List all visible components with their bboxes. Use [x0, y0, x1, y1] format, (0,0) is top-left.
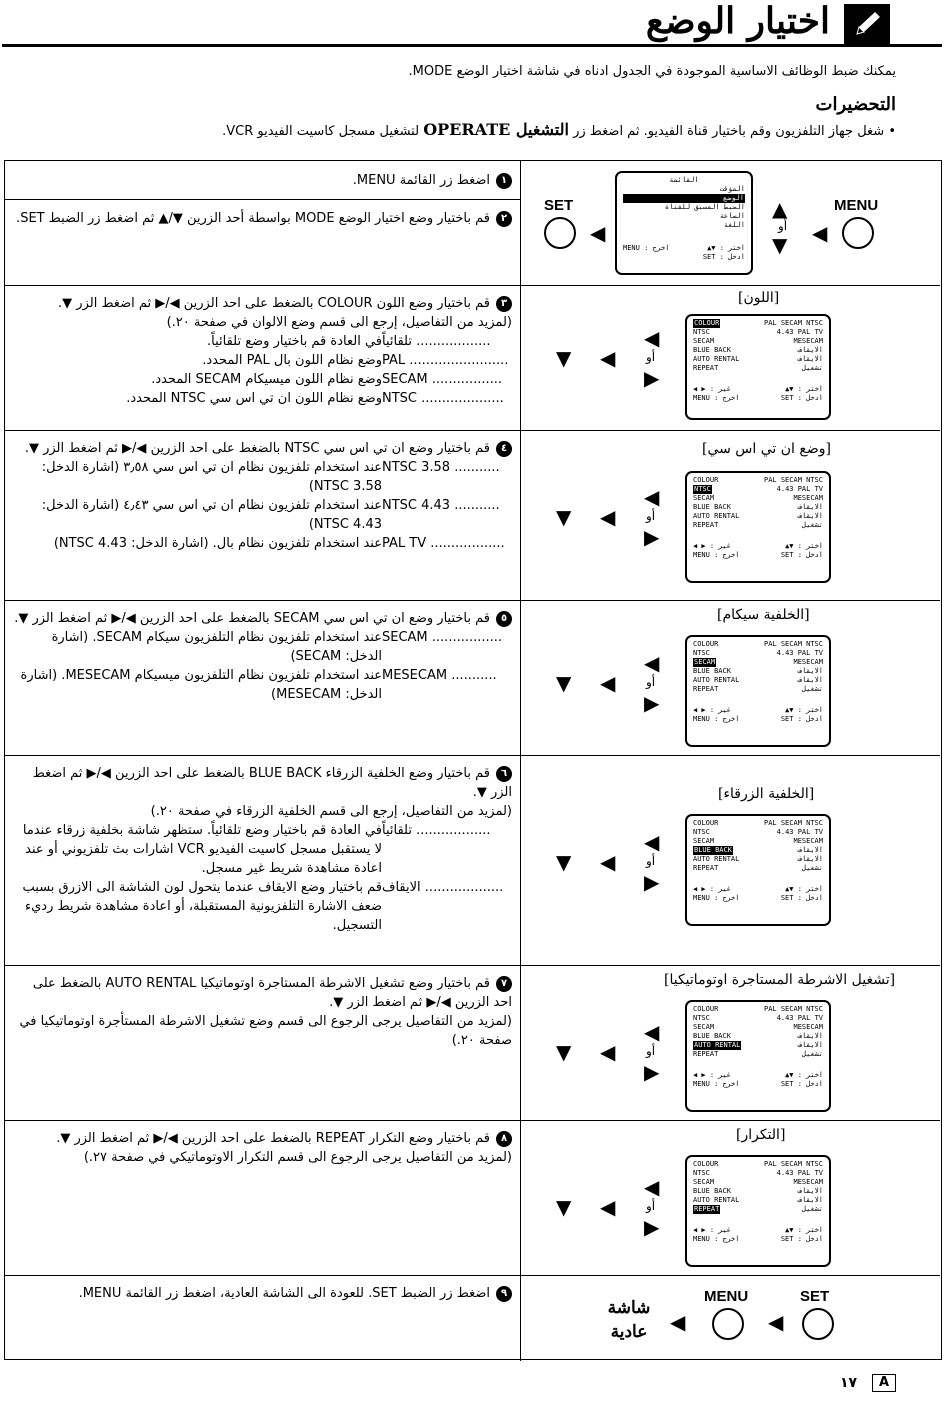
set-button[interactable] — [544, 217, 576, 249]
normal-screen-label: شاشة عادية — [607, 1298, 651, 1342]
osd-mode-screen: COLOUR PAL SECAM NTSC NTSC 4.43 PAL TV SECAM MESECAM BLUE BACK الايقاف AUTO RENTAL الايقاف REPEAT تشغيل ◀ ▶ : غير ▲▼ : اختر MENU : اخرج SET : ادخل — [685, 635, 831, 747]
header-rule — [2, 44, 942, 47]
step-9: ٩اضغط زر الضبط SET. للعودة الى الشاشة العادية، اضغط زر القائمة MENU. — [12, 1284, 512, 1303]
menu-label: MENU — [704, 1288, 749, 1305]
set-label: SET — [544, 197, 574, 214]
step-1: ١اضغط زر القائمة MENU. — [12, 171, 512, 190]
screen-caption: [التكرار] — [736, 1127, 786, 1143]
page-number: ١٧ — [840, 1375, 858, 1391]
step-6: ٦قم باختيار وضع الخلفية الزرقاء BLUE BACK بالضغط على احد الزرين ◀/▶ ثم اضغط الزر ▼. (لمزيد من التفاصيل، إرجع الى قسم الخلفية الزرقاء في صفحة ٢٠.) تلقائياً .................. في العادة قم باختيار وضع تلقائياً. ستظهر شاشة بخلفية زرقاء عندما لا يستقبل مسجل كاسيت الفيديو VCR اشارات بث تلفزيوني أو عند اعادة مشاهدة شريط غير مسجل. الايقاف ................... قم باختيار وضع الايقاف عندما يتحول لون الشاشة الى الازرق بسبب ضعف الاشارة التلفزيونية المستقبلة، أو اعادة مشاهدة شريط رديء التسجيل. — [22, 766, 512, 933]
screen-caption: [اللون] — [738, 290, 780, 306]
prep-text: • شغل جهاز التلفزيون وقم باختيار قناة الفيديو. ثم اضغط زر التشغيل OPERATE لتشغيل مسجل كاسيت الفيديو VCR. — [222, 120, 896, 139]
set-label: SET — [800, 1288, 830, 1305]
osd-menu-screen: القائمة المؤقت الوضع الضبط المسبق للقناة الساعة اللغة MENU : اخرج ▲▼ : اختر SET : ادخل — [615, 171, 753, 275]
step-3: ٣قم باختيار وضع اللون COLOUR بالضغط على احد الزرين ◀/▶ ثم اضغط الزر ▼. (لمزيد من التفاصيل، إرجع الى قسم وضع الالوان في صفحة ٢٠.) تلقائياً .................. في العادة قم باختيار وضع تلقائياً. PAL ........................ وضع نظام اللون بال PAL المحدد. SECAM ................. وضع نظام اللون ميسيكام SECAM المحدد. NTSC .................... وضع نظام اللون ان تي اس سي NTSC المحدد. — [58, 296, 512, 406]
table-row — [5, 601, 940, 756]
arrow-up-icon: ▲ — [772, 197, 788, 221]
button-panel: شاشة عادية ◀ MENU ◀ SET — [522, 1276, 940, 1361]
menu-button[interactable] — [842, 217, 874, 249]
screen-caption: [الخلفية سيكام] — [717, 607, 810, 623]
step-5: ٥قم باختيار وضع ان تي اس سي SECAM بالضغط على احد الزرين ◀/▶ ثم اضغط الزر ▼. SECAM ................. عند استخدام تلفزيون نظام التلفزيون سيكام SECAM. (اشارة الدخل: SECAM) MESECAM ........... عند استخدام تلفزيون نظام التلفزيون ميسيكام MESECAM. (اشارة الدخل: MESECAM) — [12, 609, 512, 704]
osd-mode-screen: COLOUR PAL SECAM NTSC NTSC 4.43 PAL TV SECAM MESECAM BLUE BACK الايقاف AUTO RENTAL الايقاف REPEAT تشغيل ◀ ▶ : غير ▲▼ : اختر MENU : اخرج SET : ادخل — [685, 314, 831, 420]
table-row — [5, 1276, 940, 1361]
menu-label: MENU — [834, 197, 879, 214]
pencil-icon — [844, 4, 890, 44]
table-row — [5, 966, 940, 1121]
page-header — [0, 0, 950, 48]
menu-button[interactable] — [712, 1308, 744, 1340]
osd-panel: ▼ ◀ ◀ أو ▶ [التكرار] COLOUR PAL SECAM NTSC NTSC 4.43 PAL TV SECAM MESECAM BLUE BACK الايقاف AUTO RENTAL الايقاف REPEAT تشغيل ◀ ▶ : غير ▲▼ : اختر MENU : اخرج SET : ادخل — [522, 1121, 940, 1275]
table-row — [5, 1121, 940, 1276]
osd-panel: ▼ ◀ ◀ أو ▶ [تشغيل الاشرطة المستاجرة اوتوماتيكيا] COLOUR PAL SECAM NTSC NTSC 4.43 PAL TV SECAM MESECAM BLUE BACK الايقاف AUTO RENTAL الايقاف REPEAT تشغيل ◀ ▶ : غير ▲▼ : اختر MENU : اخرج SET : ادخل — [522, 966, 940, 1120]
osd-mode-screen: COLOUR PAL SECAM NTSC NTSC 4.43 PAL TV SECAM MESECAM BLUE BACK الايقاف AUTO RENTAL الايقاف REPEAT تشغيل ◀ ▶ : غير ▲▼ : اختر MENU : اخرج SET : ادخل — [685, 1000, 831, 1112]
osd-mode-screen: COLOUR PAL SECAM NTSC NTSC 4.43 PAL TV SECAM MESECAM BLUE BACK الايقاف AUTO RENTAL الايقاف REPEAT تشغيل ◀ ▶ : غير ▲▼ : اختر MENU : اخرج SET : ادخل — [685, 814, 831, 926]
osd-panel: ▼ ◀ ◀ أو ▶ [الخلفية الزرقاء] COLOUR PAL SECAM NTSC NTSC 4.43 PAL TV SECAM MESECAM BLUE BACK الايقاف AUTO RENTAL الايقاف REPEAT تشغيل ◀ ▶ : غير ▲▼ : اختر MENU : اخرج SET : ادخل — [522, 756, 940, 965]
arrow-left-icon: ◀ — [812, 221, 828, 245]
step-8: ٨قم باختيار وضع التكرار REPEAT بالضغط على احد الزرين ◀/▶ ثم اضغط الزر ▼. (لمزيد من التفاصيل يرجى الرجوع الى قسم التكرار الاوتوماتيكي في صفحة ٢٧.) — [56, 1131, 512, 1165]
table-row: ١اضغط زر القائمة MENU. ٢قم باختيار وضع اختيار الوضع MODE بواسطة أحد الزرين ▼/▲ ثم اضغط زر الضبط SET. SET ◀ القائمة المؤقت الوضع الضبط المسبق للقناة الساعة اللغة MENU : اخرج ▲▼ : اختر SET : ادخل ▲ أو ▼ ◀ MENU — [5, 161, 940, 286]
screen-caption: [وضع ان تي اس سي] — [702, 441, 831, 457]
step-7: ٧قم باختيار وضع تشغيل الاشرطة المستاجرة اوتوماتيكيا AUTO RENTAL بالضغط على احد الزرين ◀/▶ ثم اضغط الزر ▼. (لمزيد من التفاصيل يرجى الرجوع الى قسم وضع تشغيل الاشرطة المستأجرة اوتوماتيكيا في صفحة ٢٠.) — [19, 976, 512, 1048]
screen-caption: [الخلفية الزرقاء] — [718, 786, 815, 802]
step-4: ٤قم باختيار وضع ان تي اس سي NTSC بالضغط على احد الزرين ◀/▶ ثم اضغط الزر ▼. NTSC 3.58 ........... عند استخدام تلفزيون نظام ان تي اس سي ٣٫٥٨ (اشارة الدخل: NTSC 3.58) NTSC 4.43 ........... عند استخدام تلفزيون نظام ان تي اس سي ٤٫٤٣ (اشارة الدخل: NTSC 4.43) PAL TV .................. عند استخدام تلفزيون نظام بال. (اشارة الدخل: NTSC 4.43) — [12, 439, 512, 553]
table-row — [5, 756, 940, 966]
arrow-left-icon: ◀ — [590, 221, 606, 245]
osd-mode-screen: COLOUR PAL SECAM NTSC NTSC 4.43 PAL TV SECAM MESECAM BLUE BACK الايقاف AUTO RENTAL الايقاف REPEAT تشغيل ◀ ▶ : غير ▲▼ : اختر MENU : اخرج SET : ادخل — [685, 471, 831, 583]
table-row — [5, 286, 940, 431]
arrow-down-icon: ▼ — [772, 233, 788, 257]
osd-panel: ▼ ◀ ◀ أو ▶ [وضع ان تي اس سي] COLOUR PAL SECAM NTSC NTSC 4.43 PAL TV SECAM MESECAM BLUE BACK الايقاف AUTO RENTAL الايقاف REPEAT تشغيل ◀ ▶ : غير ▲▼ : اختر MENU : اخرج SET : ادخل — [522, 431, 940, 600]
osd-panel: ▼ ◀ ◀ أو ▶ [اللون] COLOUR PAL SECAM NTSC NTSC 4.43 PAL TV SECAM MESECAM BLUE BACK الايقاف AUTO RENTAL الايقاف REPEAT تشغيل ◀ ▶ : غير ▲▼ : اختر MENU : اخرج SET : ادخل — [522, 286, 940, 430]
screen-caption: [تشغيل الاشرطة المستاجرة اوتوماتيكيا] — [664, 972, 896, 988]
intro-text: يمكنك ضبط الوظائف الاساسية الموجودة في الجدول ادناه في شاشة اختيار الوضع MODE. — [408, 64, 896, 79]
steps-table — [4, 160, 942, 1360]
osd-mode-screen: COLOUR PAL SECAM NTSC NTSC 4.43 PAL TV SECAM MESECAM BLUE BACK الايقاف AUTO RENTAL الايقاف REPEAT تشغيل ◀ ▶ : غير ▲▼ : اختر MENU : اخرج SET : ادخل — [685, 1155, 831, 1267]
step-2: ٢قم باختيار وضع اختيار الوضع MODE بواسطة أحد الزرين ▼/▲ ثم اضغط زر الضبط SET. — [12, 209, 512, 228]
page-title: اختيار الوضع — [645, 0, 830, 42]
osd-panel: ▼ ◀ ◀ أو ▶ [الخلفية سيكام] COLOUR PAL SECAM NTSC NTSC 4.43 PAL TV SECAM MESECAM BLUE BACK الايقاف AUTO RENTAL الايقاف REPEAT تشغيل ◀ ▶ : غير ▲▼ : اختر MENU : اخرج SET : ادخل — [522, 601, 940, 755]
set-button[interactable] — [802, 1308, 834, 1340]
prep-heading: التحضيرات — [815, 94, 896, 115]
table-row — [5, 431, 940, 601]
section-badge: A — [872, 1374, 896, 1392]
